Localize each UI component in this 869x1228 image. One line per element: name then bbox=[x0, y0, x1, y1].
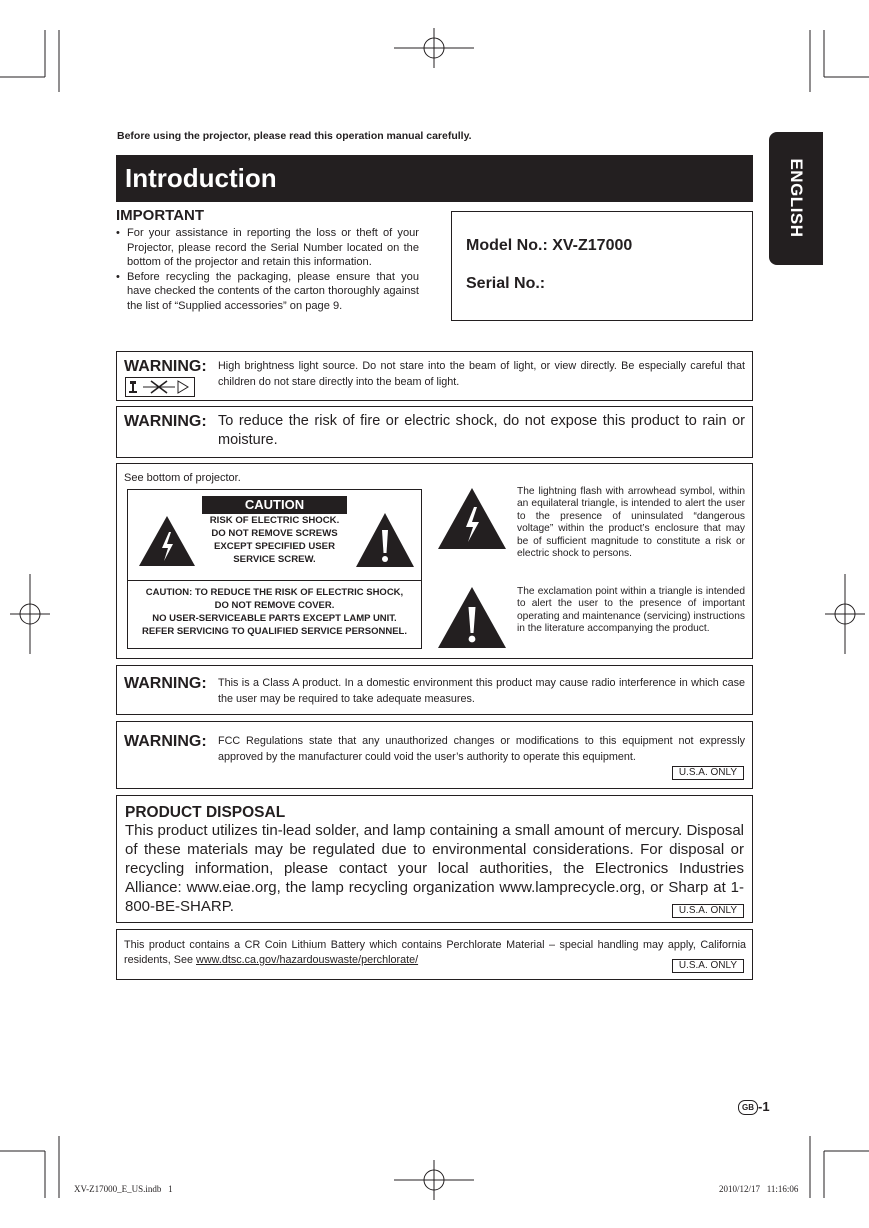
caution-divider bbox=[128, 580, 421, 581]
caution-line: SERVICE SCREW. bbox=[233, 554, 316, 565]
caution-bottom-line: DO NOT REMOVE COVER. bbox=[214, 600, 335, 611]
battery-text bbox=[124, 938, 746, 968]
lightning-triangle-icon bbox=[138, 515, 196, 567]
warning-label: WARNING: bbox=[124, 733, 207, 750]
see-bottom-note: See bottom of projector. bbox=[124, 472, 241, 484]
caution-section bbox=[116, 463, 753, 659]
important-item: • Before recycling the packaging, please ensure that you have checked the contents of the carton thoroughly against the list of “Supplied accessories” on page 9. bbox=[116, 270, 419, 314]
do-not-stare-icon bbox=[125, 377, 195, 397]
caution-line: RISK OF ELECTRIC SHOCK. bbox=[209, 515, 340, 526]
usa-only-badge: U.S.A. ONLY bbox=[672, 904, 744, 918]
exclamation-explanation: The exclamation point within a triangle is intended to alert the user to the presence of important operating and maintenance (servicing) instructions in the literature accompanying the product. bbox=[517, 586, 745, 635]
disposal-heading: PRODUCT DISPOSAL bbox=[125, 804, 286, 821]
usa-only-badge: U.S.A. ONLY bbox=[672, 766, 744, 780]
lightning-symbol-icon bbox=[437, 487, 507, 550]
caution-line: DO NOT REMOVE SCREWS bbox=[211, 528, 338, 539]
battery-text-body: This product contains a CR Coin Lithium Battery which contains Perchlorate Material – special handling may apply, California residents, See bbox=[124, 939, 746, 966]
warning-text: FCC Regulations state that any unauthorized changes or modifications to this equipment not expressly approved by the manufacturer could void the user’s authority to operate this equipment. bbox=[218, 735, 745, 763]
page-title-bar bbox=[116, 155, 753, 202]
perchlorate-link[interactable]: www.dtsc.ca.gov/hazardouswaste/perchlorate/ bbox=[196, 954, 419, 966]
caution-title: CAUTION bbox=[202, 496, 347, 514]
page-number bbox=[738, 1099, 770, 1115]
usa-only-badge: U.S.A. ONLY bbox=[672, 959, 744, 973]
warning-light-source bbox=[116, 351, 753, 401]
caution-bottom bbox=[128, 586, 421, 638]
model-serial-box bbox=[451, 211, 753, 321]
language-tab bbox=[769, 132, 823, 265]
serial-number: Serial No.: bbox=[466, 275, 546, 292]
warning-text: This is a Class A product. In a domestic environment this product may cause radio interference in which case the user may be required to take adequate measures. bbox=[218, 677, 745, 705]
warning-label: WARNING: bbox=[124, 675, 207, 692]
warning-rain bbox=[116, 406, 753, 458]
page-title: Introduction bbox=[125, 163, 277, 193]
page-number-value: -1 bbox=[758, 1099, 770, 1114]
product-disposal bbox=[116, 795, 753, 923]
disposal-text: This product utilizes tin-lead solder, and lamp containing a small amount of mercury. Disposal of these materials may be regulated due to environmental considerations. For disposal or recycling information, please contact your local authorities, the Electronics Industries Alliance: www.eiae.org, the lamp recycling organization www.lamprecycle.org, or Sharp at 1-800-BE-SHARP. bbox=[125, 822, 744, 915]
gb-badge: GB bbox=[738, 1100, 758, 1115]
warning-label: WARNING: bbox=[124, 413, 207, 430]
warning-class-a bbox=[116, 665, 753, 715]
lightning-explanation: The lightning flash with arrowhead symbol, within an equilateral triangle, is intended to alert the user to the presence of uninsulated “dangerous voltage” within the product’s enclosure that may be of sufficient magnitude to constitute a risk or electric shock to persons. bbox=[517, 486, 745, 560]
caution-bottom-line: CAUTION: TO REDUCE THE RISK OF ELECTRIC SHOCK, bbox=[145, 587, 404, 598]
important-heading: IMPORTANT bbox=[116, 207, 205, 224]
caution-bottom-line: NO USER-SERVICEABLE PARTS EXCEPT LAMP UNIT. bbox=[152, 613, 397, 624]
warning-text: High brightness light source. Do not stare into the beam of light, or view directly. Be especially careful that children do not stare directly into the beam of light. bbox=[218, 360, 745, 388]
language-tab-label: ENGLISH bbox=[787, 158, 806, 238]
caution-label bbox=[127, 489, 422, 649]
warning-text: To reduce the risk of fire or electric shock, do not expose this product to rain or moisture. bbox=[218, 413, 745, 448]
footer-timestamp: 2010/12/17 11:16:06 bbox=[719, 1184, 799, 1194]
important-item: • For your assistance in reporting the loss or theft of your Projector, please record the Serial Number located on the bottom of the projector and retain this information. bbox=[116, 226, 419, 270]
warning-label: WARNING: bbox=[124, 358, 207, 375]
exclamation-triangle-icon bbox=[355, 512, 415, 568]
caution-bottom-line: REFER SERVICING TO QUALIFIED SERVICE PERSONNEL. bbox=[142, 626, 407, 637]
important-list bbox=[116, 226, 419, 314]
top-note: Before using the projector, please read this operation manual carefully. bbox=[117, 130, 472, 142]
warning-fcc bbox=[116, 721, 753, 789]
footer-file: XV-Z17000_E_US.indb 1 bbox=[74, 1184, 173, 1194]
caution-lines bbox=[202, 514, 347, 566]
caution-line: EXCEPT SPECIFIED USER bbox=[213, 541, 335, 552]
model-number: Model No.: XV-Z17000 bbox=[466, 237, 633, 254]
battery-notice bbox=[116, 929, 753, 980]
exclamation-symbol-icon bbox=[437, 586, 507, 649]
